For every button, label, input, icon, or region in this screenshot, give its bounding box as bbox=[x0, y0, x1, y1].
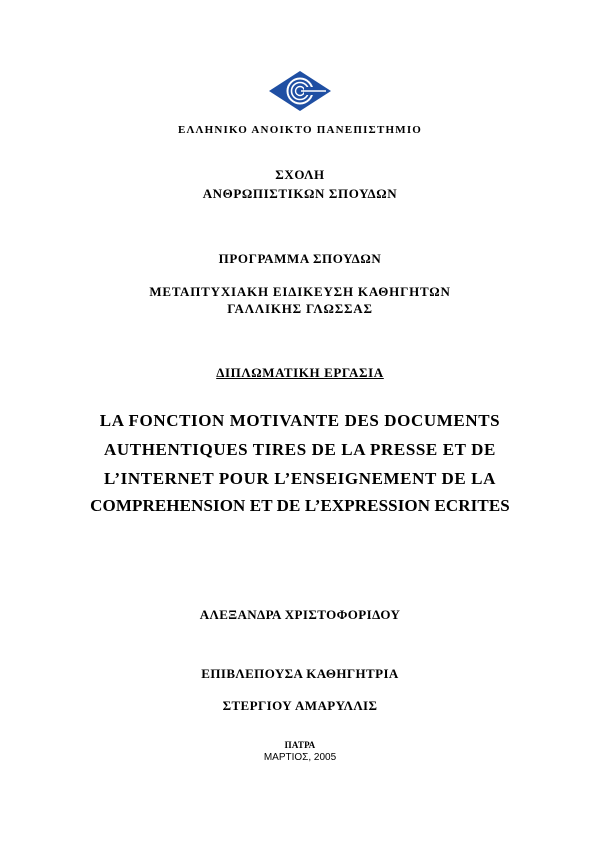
author-name: ΑΛΕΞΑΝΔΡΑ ΧΡΙΣΤΟΦΟΡΙΔΟΥ bbox=[199, 607, 401, 622]
specialization-line-1: ΜΕΤΑΠΤΥΧΙΑΚΗ ΕΙΔΙΚΕΥΣΗ ΚΑΘΗΓΗΤΩΝ bbox=[149, 284, 451, 299]
university-logo-icon bbox=[268, 70, 332, 112]
thesis-title-line-2: AUTHENTIQUES TIRES DE LA PRESSE ET DE bbox=[104, 440, 496, 459]
thesis-label: ΔΙΠΛΩΜΑΤΙΚΗ ΕΡΓΑΣΙΑ bbox=[216, 365, 384, 380]
program-label: ΠΡΟΓΡΑΜΜΑ ΣΠΟΥΔΩΝ bbox=[218, 251, 382, 266]
school-label: ΣΧΟΛΗ bbox=[275, 167, 325, 182]
school-name: ΑΝΘΡΩΠΙΣΤΙΚΩΝ ΣΠΟΥΔΩΝ bbox=[202, 186, 398, 201]
supervisor-name: ΣΤΕΡΓΙΟΥ ΑΜΑΡΥΛΛΙΣ bbox=[222, 698, 378, 713]
specialization-line-2: ΓΑΛΛΙΚΗΣ ΓΛΩΣΣΑΣ bbox=[227, 301, 373, 316]
city: ΠΑΤΡΑ bbox=[284, 740, 316, 750]
date: ΜΑΡΤΙΟΣ, 2005 bbox=[263, 752, 337, 763]
thesis-title-line-3: L’INTERNET POUR L’ENSEIGNEMENT DE LA bbox=[104, 469, 496, 488]
thesis-title-line-1: LA FONCTION MOTIVANTE DES DOCUMENTS bbox=[99, 411, 501, 430]
supervisor-role: ΕΠΙΒΛΕΠΟΥΣΑ ΚΑΘΗΓΗΤΡΙΑ bbox=[201, 666, 399, 681]
thesis-title-line-4: COMPREHENSION ET DE L’EXPRESSION ECRITES bbox=[90, 496, 510, 515]
university-name: ΕΛΛΗΝΙΚΟ ΑΝΟΙΚΤΟ ΠΑΝΕΠΙΣΤΗΜΙΟ bbox=[177, 124, 423, 136]
